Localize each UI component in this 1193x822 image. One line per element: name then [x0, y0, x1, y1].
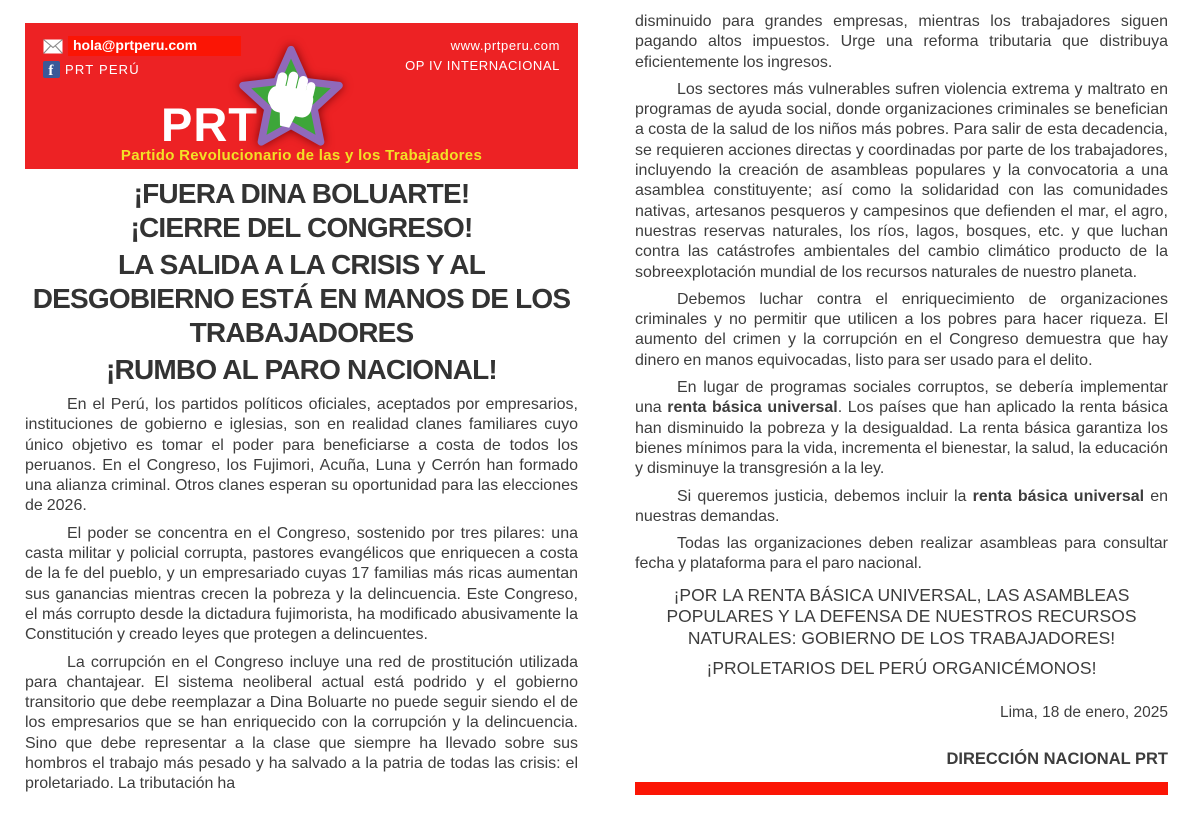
left-column	[25, 23, 578, 802]
headline-line-6: ¡RUMBO AL PARO NACIONAL!	[106, 354, 497, 385]
renta-bold-text: renta básica universal	[667, 399, 838, 417]
bottom-red-bar	[635, 782, 1168, 795]
facebook-icon: f	[43, 61, 60, 78]
paragraph-justicia	[635, 487, 1168, 528]
email-row	[43, 36, 241, 56]
paragraph-partidos: En el Perú, los partidos políticos oficiales, aceptados por empresarios, instituciones de gobierno e iglesias, son en realidad clanes familiares cuyo único objetivo es tomar el poder para beneficiarse a costa de todos los peruanos. En el Congreso, los Fujimori, Acuña, Luna y Cerrón han formado una alianza criminal. Otros clanes esperan su oportunidad para las elecciones de 2026.	[25, 396, 578, 515]
right-column	[635, 12, 1168, 795]
paragraph-crimen: Debemos luchar contra el enriquecimiento de organizaciones criminales y no permitir que utilicen a los pobres para hacer riqueza. El aumento del crimen y la corrupción en el Congreso demuestra que hay dinero en manos equivocadas, listo para ser usado para el delito.	[635, 290, 1168, 369]
renta-pre-text: En lugar de programas sociales corruptos, se debería implementar una	[635, 379, 1168, 417]
paragraph-renta-basica	[635, 378, 1168, 479]
slogan-proletarios: ¡PROLETARIOS DEL PERÚ ORGANICÉMONOS!	[706, 658, 1097, 679]
email-icon	[43, 39, 63, 54]
paragraph-tributacion-continuacion: disminuido para grandes empresas, mientras los trabajadores siguen pagando altos impuestos. Urge una reforma tributaria que distribuya eficientemente los ingresos.	[635, 13, 1168, 71]
website-url: www.prtperu.com	[450, 38, 560, 53]
paragraph-sectores-vulnerables: Los sectores más vulnerables sufren violencia extrema y maltrato en programas de ayuda social, donde organizaciones criminales se benefician a costa de la salud de los niños más pobres. Para salir de esta decadencia, se requieren acciones directas y coordinadas por parte de los trabajadores, incluyendo la creación de asambleas populares y la convocatoria a una asamblea constituyente; así como la solidaridad con las comunidades nativas, artesanos pesqueros y campesinos que defienden el mar, el agro, nuestras reservas naturales, los ríos, lagos, bosques, etc. y que luchan contra las catástrofes ambientales del cambio climático producto de la sobreexplotación mundial de los recursos naturales de nuestro planeta.	[635, 80, 1168, 281]
justicia-bold-text: renta básica universal	[972, 487, 1145, 505]
headline-line-4: DESGOBIERNO ESTÁ EN MANOS DE LOS	[32, 283, 571, 314]
prt-logo-text: PRT	[161, 98, 258, 151]
paragraph-poder: El poder se concentra en el Congreso, sostenido por tres pilares: una casta militar y policial corrupta, pastores evangélicos que enriquecen a costa de la fe del pueblo, y un empresariado cuyas 17 familias más ricas aumentan sus ganancias mientras crecen la pobreza y la delincuencia. Este Congreso, el más corrupto desde la dictadura fujimorista, ha modificado abusivamente la Constitución y creado leyes que protegen a delincuentes.	[25, 524, 578, 644]
paragraph-asambleas: Todas las organizaciones deben realizar asambleas para consultar fecha y plataforma para el paro nacional.	[635, 535, 1168, 573]
party-tagline: Partido Revolucionario de las y los Trabajadores	[120, 147, 483, 164]
paragraph-corrupcion: La corrupción en el Congreso incluye una red de prostitución utilizada para chantajear. El sistema neoliberal actual está podrido y el gobierno transitorio que debe reemplazar a Dina Boluarte no puede seguir siendo el de los empresarios que se han enriquecido con la corrupción y la delincuencia. Sino que debe representar a la clase que siempre ha llevado sobre sus hombros el trabajo más pesado y ha salvado a la patria de todas las crisis: el proletariado. La tributación ha	[25, 653, 578, 793]
dateline: Lima, 18 de enero, 2025	[999, 703, 1168, 721]
renta-post-text: . Los países que han aplicado la renta básica han disminuido la pobreza y la desigualdad. La renta básica garantiza los bienes mínimos para la vida, incrementa el bienestar, la salud, la educación y disminuye la transgresión a la ley.	[635, 399, 1169, 478]
headline-line-5: TRABAJADORES	[189, 317, 414, 348]
slogan-renta-basica-universal: ¡POR LA RENTA BÁSICA UNIVERSAL, LAS ASAMBLEAS POPULARES Y LA DEFENSA DE NUESTROS RECURSOS NATURALES: GOBIERNO DE LOS TRABAJADORES!	[666, 584, 1137, 648]
contact-block	[43, 36, 241, 78]
headline-line-2: ¡CIERRE DEL CONGRESO!	[130, 212, 473, 243]
justicia-pre-text: Si queremos justicia, debemos incluir la	[677, 487, 973, 505]
facebook-handle: PRT PERÚ	[65, 62, 140, 78]
justicia-post-text: en nuestras demandas.	[635, 487, 1168, 525]
facebook-row	[43, 61, 241, 78]
banner-right-block	[405, 36, 560, 76]
email-address: hola@prtperu.com	[68, 36, 241, 56]
party-star-logo	[231, 39, 351, 159]
org-affiliation: OP IV INTERNACIONAL	[405, 58, 560, 74]
headline-line-1: ¡FUERA DINA BOLUARTE!	[133, 178, 470, 209]
headline-block	[25, 177, 578, 387]
header-banner	[25, 23, 578, 169]
signature-direccion-nacional: DIRECCIÓN NACIONAL PRT	[946, 749, 1168, 768]
headline-line-3: LA SALIDA A LA CRISIS Y AL	[117, 249, 486, 280]
